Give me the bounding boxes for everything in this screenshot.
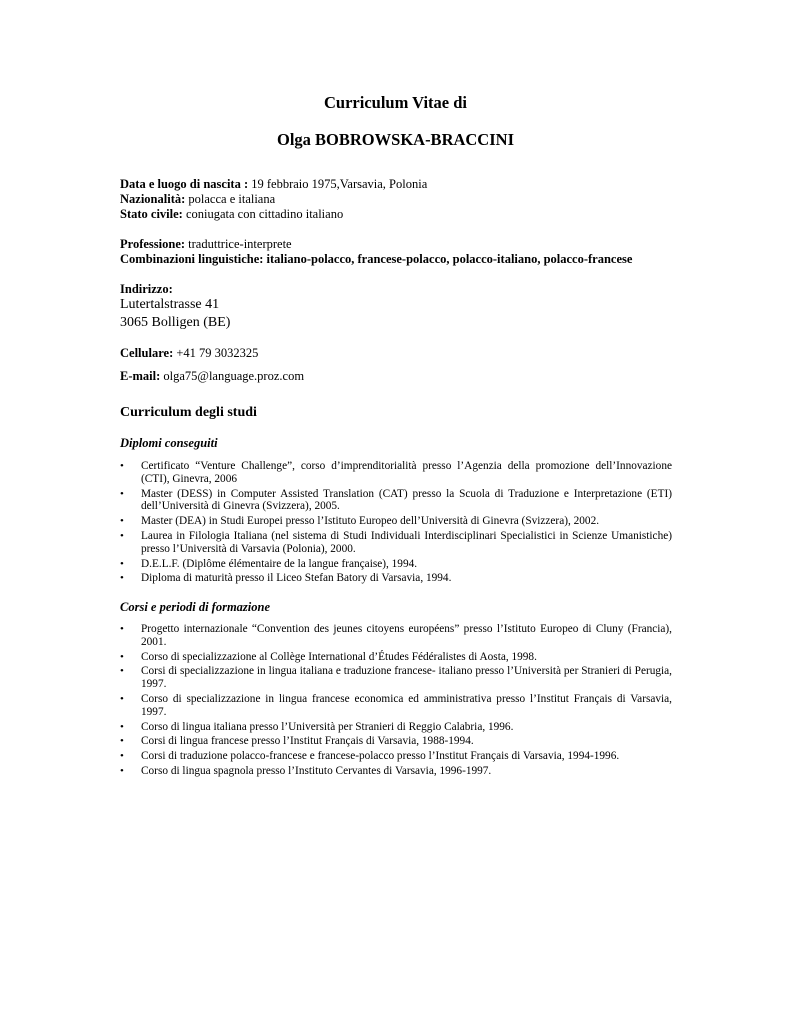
- list-item: • Corso di specializzazione in lingua francese economica ed amministrativa presso l’Institut Français di Varsavia, 1997.: [120, 692, 672, 718]
- combinations-label: Combinazioni linguistiche:: [120, 252, 264, 266]
- nationality-value: polacca e italiana: [185, 192, 276, 206]
- mobile-label: Cellulare:: [120, 346, 174, 360]
- person-name: Olga BOBROWSKA-BRACCINI: [277, 130, 514, 149]
- email-value[interactable]: olga75@language.proz.com: [160, 369, 305, 383]
- list-item: • Corsi di specializzazione in lingua italiana e traduzione francese- italiano presso l’Università per Stranieri di Perugia, 1997.: [120, 665, 672, 691]
- list-item: • Corsi di traduzione polacco-francese e francese-polacco presso l’Institut Français di Varsavia, 1994-1996.: [120, 750, 620, 763]
- courses-list: [120, 623, 672, 780]
- language-combinations-line: [120, 252, 632, 267]
- courses-heading: Corsi e periodi di formazione: [120, 600, 271, 614]
- profession-value: traduttrice-interprete: [185, 237, 292, 251]
- list-item: • Laurea in Filologia Italiana (nel sistema di Studi Individuali Interdisciplinari Specialistici in Scienze Umanistiche) presso l’Università di Varsavia (Polonia), 2000.: [120, 529, 672, 555]
- address-label: Indirizzo:: [120, 282, 173, 296]
- civil-status-line: [120, 207, 343, 222]
- list-item: • Master (DESS) in Computer Assisted Translation (CAT) presso la Scuola di Traduzione e Interpretazione (ETI) dell’Università di Ginevra (Svizzera), 2005.: [120, 487, 672, 513]
- address-city: 3065 Bolligen (BE): [120, 315, 231, 330]
- email-label: E-mail:: [120, 369, 161, 383]
- studies-heading: Curriculum degli studi: [120, 405, 257, 420]
- nationality-line: [120, 192, 275, 207]
- profession-line: [120, 237, 292, 252]
- combinations-value: italiano-polacco, francese-polacco, polacco-italiano, polacco-francese: [263, 252, 633, 266]
- profession-label: Professione:: [120, 237, 186, 251]
- civil-status-label: Stato civile:: [120, 207, 183, 221]
- mobile-value: +41 79 3032325: [173, 346, 259, 360]
- list-item: • Corso di lingua spagnola presso l’Instituto Cervantes di Varsavia, 1996-1997.: [120, 764, 492, 777]
- birth-value: 19 febbraio 1975,Varsavia, Polonia: [248, 177, 428, 191]
- list-item: • D.E.L.F. (Diplôme élémentaire de la langue française), 1994.: [120, 557, 418, 570]
- mobile-line: [120, 346, 258, 361]
- birth-label: Data e luogo di nascita :: [120, 177, 249, 191]
- list-item: • Master (DEA) in Studi Europei presso l’Istituto Europeo dell’Università di Ginevra (Svizzera), 2002.: [120, 515, 600, 528]
- document-title: Curriculum Vitae di: [324, 93, 467, 112]
- email-line: [120, 369, 304, 384]
- civil-status-value: coniugata con cittadino italiano: [182, 207, 344, 221]
- diplomas-heading: Diplomi conseguiti: [120, 436, 218, 450]
- list-item: • Diploma di maturità presso il Liceo Stefan Batory di Varsavia, 1994.: [120, 572, 452, 585]
- address-street: Lutertalstrasse 41: [120, 297, 220, 312]
- list-item: • Progetto internazionale “Convention des jeunes citoyens européens” presso l’Istituto Europeo di Cluny (Francia), 2001.: [120, 623, 672, 648]
- birth-line: [120, 177, 427, 192]
- list-item: • Corso di specializzazione al Collège International d’Études Fédéralistes di Aosta, 1998.: [120, 650, 537, 663]
- diplomas-list: [120, 460, 672, 587]
- nationality-label: Nazionalità:: [120, 192, 186, 206]
- list-item: • Corsi di lingua francese presso l’Institut Français di Varsavia, 1988-1994.: [120, 735, 474, 748]
- list-item: • Certificato “Venture Challenge”, corso d’imprenditorialità presso l’Agenzia della promozione dell’Innovazione (CTI), Ginevra, 2006: [120, 460, 672, 485]
- list-item: • Corso di lingua italiana presso l’Università per Stranieri di Reggio Calabria, 1996.: [120, 720, 514, 733]
